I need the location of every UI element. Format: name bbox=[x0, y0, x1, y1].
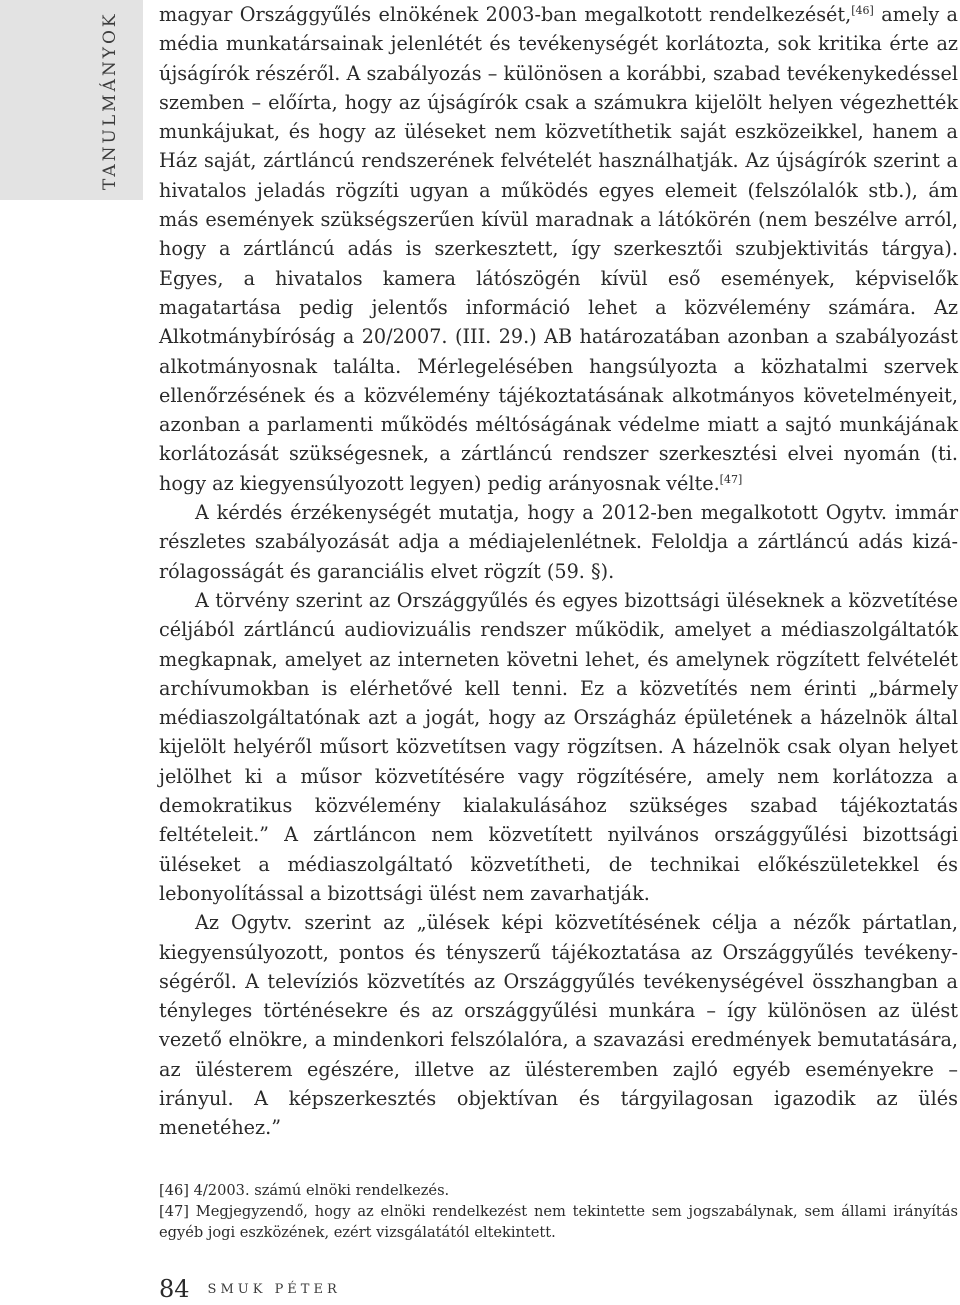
footnote-ref-46[interactable]: [46] bbox=[851, 4, 874, 17]
author-name: SMUK PÉTER bbox=[207, 1281, 341, 1297]
paragraph-3: A törvény szerint az Országgyűlés és egyes bizottsági üléseknek a közvetítése céljából zártláncú audiovizuális rendszer működik, amelyet a médiaszolgáltatók megkapnak, amelyet az interneten követni lehet, és amelynek rögzített felvételét archívumokban is elérhetővé kell tenni. Ez a közvetítés nem érinti „bármely médiaszolgáltatónak azt a jogát, hogy az Országház épületének a házelnök által kijelölt helyéről műsort közvetítsen vagy rögzítsen. A házelnök csak olyan helyet jelölhet ki a műsor közvetítésére vagy rögzítésére, amely nem korlátozza a demokratikus közvélemény kialakulásához szükséges szabad tájékoztatás feltételeit.” A zártláncon nem közvetített nyilvános országgyűlési bizottsági üléseket a médiaszolgáltató közvetítheti, de technikai előkészületekkel és lebonyolítással a bizottsági ülést nem zavarhatják. bbox=[159, 588, 958, 905]
paragraph-1 bbox=[159, 0, 958, 498]
paragraph-1-part-1: magyar Országgyűlés elnökének 2003-ban megalkotott rendelkezését, bbox=[159, 3, 852, 26]
footnote-ref-47[interactable]: [47] bbox=[719, 472, 743, 486]
footnotes bbox=[159, 1180, 958, 1243]
footnote-46: [46] 4/2003. számú elnöki rendelkezés. bbox=[159, 1182, 450, 1199]
section-tab bbox=[0, 0, 143, 200]
main-text bbox=[159, 0, 958, 1143]
page-number: 84 bbox=[159, 1275, 190, 1303]
page-footer bbox=[159, 1275, 559, 1305]
section-label: TANULMÁNYOK bbox=[100, 11, 120, 190]
paragraph-2: A kérdés érzékenységét mutatja, hogy a 2012-ben megalkotott Ogytv. immár részletes szabályozását adja a médiajelenlétnek. Feloldja a zártláncú adás kizárólagosságát és garanciális elvet rögzít (59. §). bbox=[159, 501, 958, 583]
footnote-47: [47] Megjegyzendő, hogy az elnöki rendelkezést nem tekintette sem jogszabálynak, sem állami irányítás egyéb jogi eszközének, ezért vizsgálatától eltekintett. bbox=[159, 1203, 958, 1241]
paragraph-1-part-2: amely a média munkatársainak jelenlétét és tevékenységét korlátozta, sok kritika érte az újságírók részéről. A szabályozás – különösen a korábbi, szabad tevékenykedéssel szemben – előírta, hogy az újságírók csak a számukra kijelölt helyen végezhették munkájukat, és hogy az üléseket nem közvetíthetik saját eszközeikkel, hanem a Ház saját, zártláncú rendszerének felvételét használhatják. Az újságírók szerint a hivatalos jeladás rögzíti ugyan a működés egyes elemeit (felszólalók stb.), ám más események szükségszerűen kívül maradnak a látókörén (nem beszélve arról, hogy a zártláncú adás is szerkesztett, így szerkesztői szubjektivitás tárgya). Egyes, a hivatalos kamera látószögén kívül eső események, képviselők magatartása pedig jelentős információ lehet a közvélemény számára. Az Alkotmánybíróság a 20/2007. (III. 29.) AB határozatában azonban a szabályozást alkotmányosnak találta. Mérlegelésében hangsúlyozta a közhatalmi szervek ellenőrzésének és a közvélemény tájékoztatásának alkotmányos követelményeit, azonban a parlamenti működés méltóságának védelme miatt a sajtó munkájának korlátozását szükségesnek, a zártláncú rendszer szerkesztési elvei nyomán (ti. hogy az kiegyensúlyozott legyen) pedig arányosnak vélte. bbox=[159, 3, 958, 495]
paragraph-4: Az Ogytv. szerint az „ülések képi közvetítésének célja a nézők pártatlan, kiegyensúlyozott, pontos és tényszerű tájékoztatása az Országgyűlés tevékenységéről. A televíziós közvetítés az Országgyűlés tevékenységével összhangban a tényleges történésekre és az országgyűlési munkára – így különösen az ülést vezető elnökre, a mindenkori felszólalóra, a szavazási eredmények bemutatására, az ülésterem egészére, illetve az ülésteremben zajló egyéb eseményekre – irányul. A képszerkesztés objektívan és tárgyilagosan igazodik az ülés menetéhez.” bbox=[159, 911, 958, 1140]
